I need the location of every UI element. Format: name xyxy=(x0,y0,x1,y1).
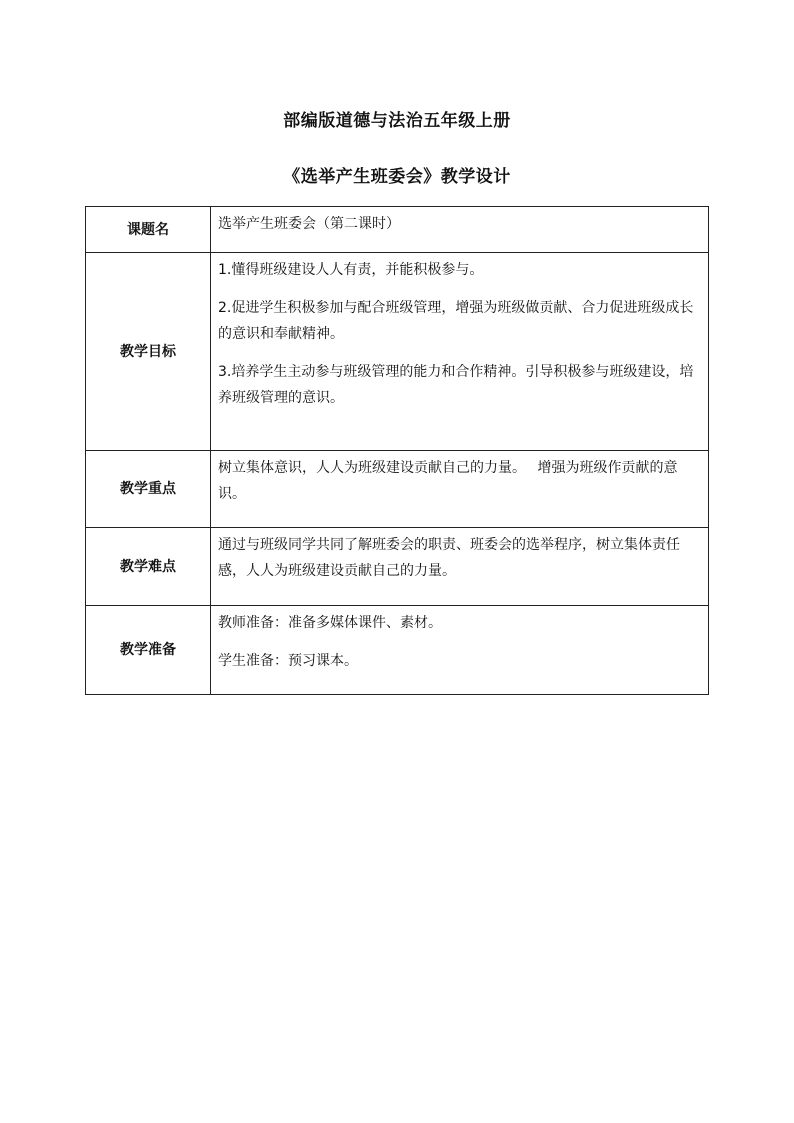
row-content-objectives xyxy=(211,253,709,451)
teacher-preparation-text: 教师准备：准备多媒体课件、素材。 xyxy=(218,615,442,631)
row-content-topic xyxy=(211,207,709,253)
lesson-plan-table xyxy=(85,206,709,695)
objective-item-2: 2.促进学生积极参加与配合班级管理，增强为班级做贡献、合力促进班级成长的意识和奉献精神。 xyxy=(218,300,694,342)
key-points-text: 树立集体意识，人人为班级建设贡献自己的力量。 增强为班级作贡献的意识。 xyxy=(218,460,678,502)
table-row-objectives xyxy=(86,253,709,451)
document-title: 部编版道德与法治五年级上册 xyxy=(283,111,511,131)
row-label-objectives: 教学目标 xyxy=(86,253,211,451)
table-row-key-points xyxy=(86,451,709,528)
row-content-key-points xyxy=(211,451,709,528)
row-label-key-points: 教学重点 xyxy=(86,451,211,528)
objective-item-3: 3.培养学生主动参与班级管理的能力和合作精神。引导积极参与班级建设，培养班级管理的意识。 xyxy=(218,364,694,406)
table-row-preparation xyxy=(86,606,709,695)
row-label-topic: 课题名 xyxy=(86,207,211,253)
row-label-difficulties: 教学难点 xyxy=(86,528,211,606)
document-subtitle: 《选举产生班委会》教学设计 xyxy=(283,167,511,187)
topic-text: 选举产生班委会（第二课时） xyxy=(218,216,400,232)
objective-item-1: 1.懂得班级建设人人有责，并能积极参与。 xyxy=(218,262,484,278)
table-row-difficulties xyxy=(86,528,709,606)
table-row-topic xyxy=(86,207,709,253)
student-preparation-text: 学生准备：预习课本。 xyxy=(218,653,358,669)
row-label-preparation: 教学准备 xyxy=(86,606,211,695)
difficulties-text: 通过与班级同学共同了解班委会的职责、班委会的选举程序，树立集体责任感，人人为班级建设贡献自己的力量。 xyxy=(218,537,680,579)
row-content-preparation xyxy=(211,606,709,695)
row-content-difficulties xyxy=(211,528,709,606)
